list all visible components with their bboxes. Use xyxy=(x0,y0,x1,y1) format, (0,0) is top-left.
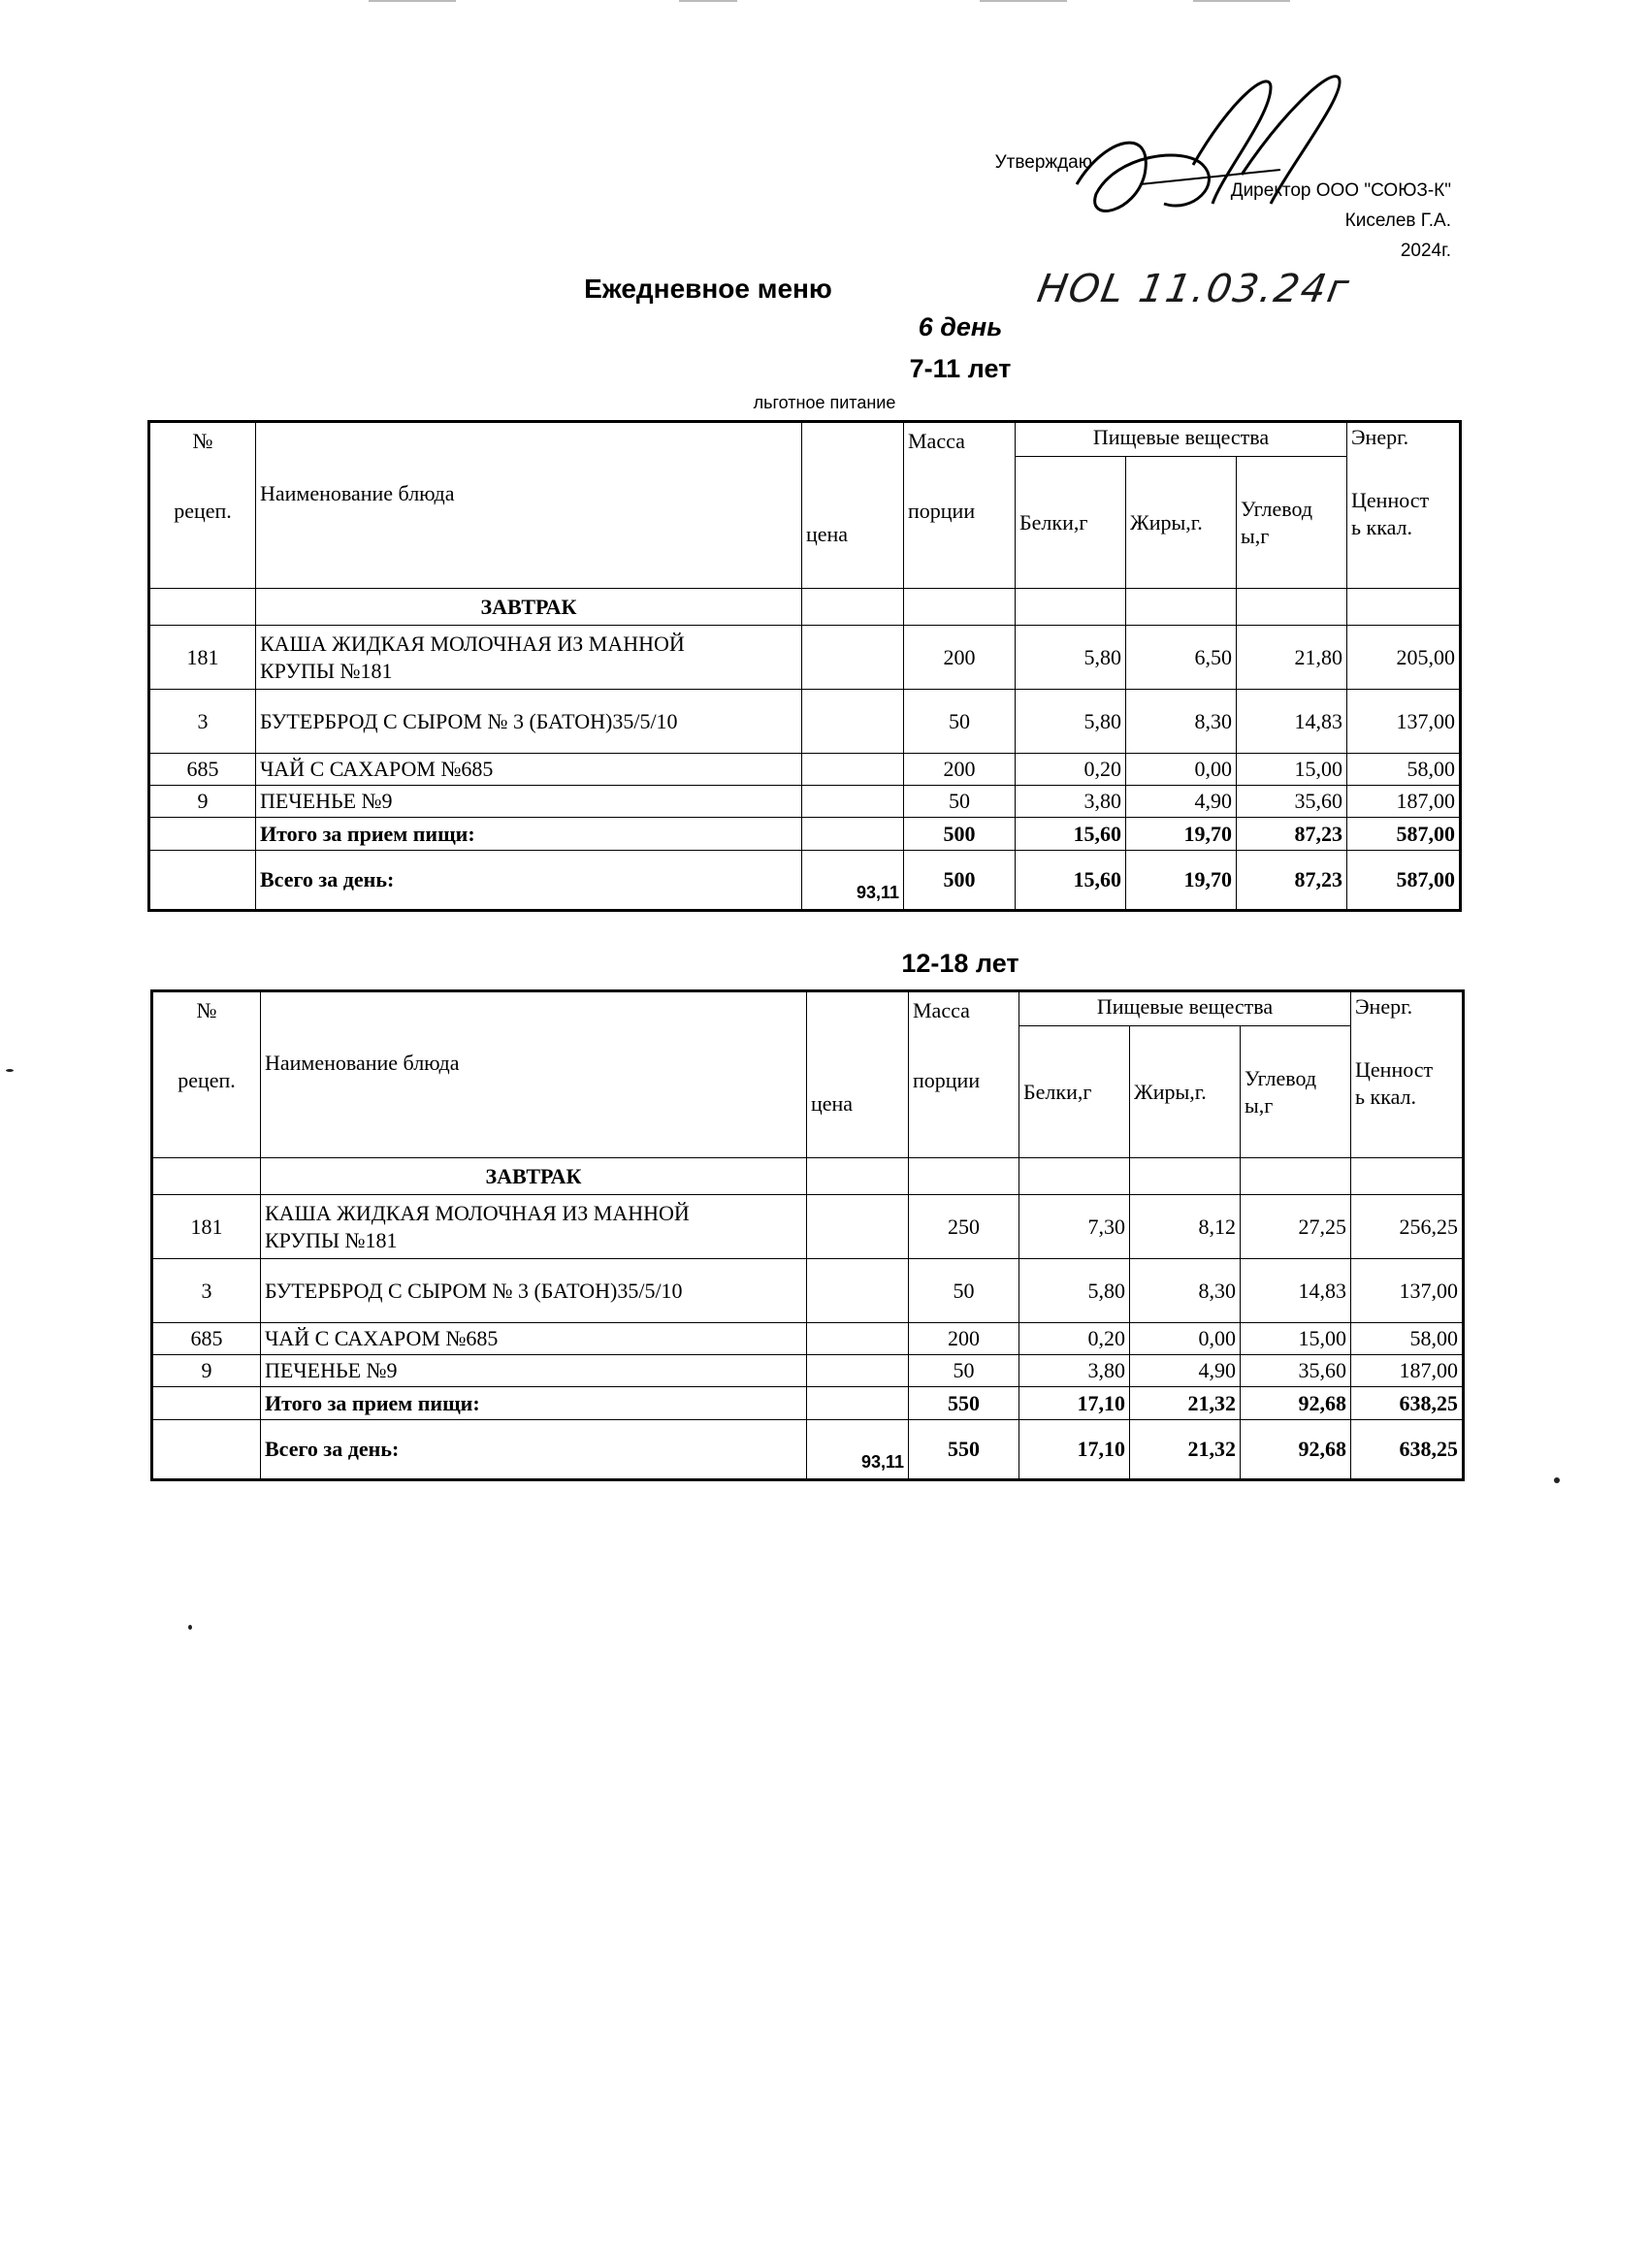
table-row: 3 БУТЕРБРОД С СЫРОМ № 3 (БАТОН)35/5/10 50 5,80 8,30 14,83 137,00 xyxy=(149,690,1461,754)
header-nutrients: Пищевые вещества xyxy=(1016,422,1347,457)
header-carbs: Углевод ы,г xyxy=(1237,457,1347,589)
approve-word: Утверждаю xyxy=(994,152,1092,173)
header-dish: Наименование блюда xyxy=(256,422,802,589)
section-cell xyxy=(152,1158,261,1195)
header-mass: Масса порции xyxy=(909,991,1019,1158)
approver-position: Директор ООО "СОЮЗ-К" xyxy=(1230,180,1451,201)
table-row: 685 ЧАЙ С САХАРОМ №685 200 0,20 0,00 15,00 58,00 xyxy=(152,1323,1464,1355)
menu-table xyxy=(147,420,1462,912)
approval-year: 2024г. xyxy=(1400,241,1451,261)
approver-name: Киселев Г.А. xyxy=(1344,211,1451,231)
section-cell xyxy=(149,589,256,626)
day-title: 6 день xyxy=(918,312,1003,341)
header-protein: Белки,г xyxy=(1019,1026,1130,1158)
header-nutrients: Пищевые вещества xyxy=(1019,991,1351,1026)
day-total-row: Всего за день: 93,11 500 15,60 19,70 87,23 587,00 xyxy=(149,851,1461,911)
table-row: 9 ПЕЧЕНЬЕ №9 50 3,80 4,90 35,60 187,00 xyxy=(152,1355,1464,1387)
scan-speck xyxy=(188,1625,192,1630)
scan-artifact xyxy=(980,0,1067,2)
scan-artifact xyxy=(679,0,737,2)
signature-mark xyxy=(1048,58,1368,252)
header-num: № рецеп. xyxy=(152,991,261,1158)
header-energy: Энерг. Ценност ь ккал. xyxy=(1347,422,1461,589)
header-energy: Энерг. Ценност ь ккал. xyxy=(1351,991,1464,1158)
table-row: 3 БУТЕРБРОД С СЫРОМ № 3 (БАТОН)35/5/10 50 5,80 8,30 14,83 137,00 xyxy=(152,1259,1464,1323)
day-price: 93,11 xyxy=(802,851,904,911)
header-protein: Белки,г xyxy=(1016,457,1126,589)
meal-total-row: Итого за прием пищи: 500 15,60 19,70 87,23 587,00 xyxy=(149,818,1461,851)
handwritten-date: НОL 11.03.24г xyxy=(1033,267,1354,311)
scan-speck xyxy=(1554,1477,1560,1483)
header-dish: Наименование блюда xyxy=(261,991,807,1158)
table-row: 181 КАША ЖИДКАЯ МОЛОЧНАЯ ИЗ МАННОЙ КРУПЫ №181 200 5,80 6,50 21,80 205,00 xyxy=(149,626,1461,690)
scan-artifact xyxy=(1193,0,1290,2)
header-price: цена xyxy=(802,422,904,589)
meal-total-row: Итого за прием пищи: 550 17,10 21,32 92,68 638,25 xyxy=(152,1387,1464,1420)
header-mass: Масса порции xyxy=(904,422,1016,589)
section-title: ЗАВТРАК xyxy=(261,1158,807,1195)
table-row: 181 КАША ЖИДКАЯ МОЛОЧНАЯ ИЗ МАННОЙ КРУПЫ №181 250 7,30 8,12 27,25 256,25 xyxy=(152,1195,1464,1259)
scan-artifact xyxy=(369,0,456,2)
day-total-row: Всего за день: 93,11 550 17,10 21,32 92,68 638,25 xyxy=(152,1420,1464,1480)
header-num: № рецеп. xyxy=(149,422,256,589)
menu-table xyxy=(150,989,1465,1481)
table-row: 685 ЧАЙ С САХАРОМ №685 200 0,20 0,00 15,00 58,00 xyxy=(149,754,1461,786)
table-row: 9 ПЕЧЕНЬЕ №9 50 3,80 4,90 35,60 187,00 xyxy=(149,786,1461,818)
header-fat: Жиры,г. xyxy=(1130,1026,1241,1158)
section-title: ЗАВТРАК xyxy=(256,589,802,626)
day-price: 93,11 xyxy=(807,1420,909,1480)
menu-title: Ежедневное меню xyxy=(584,274,832,304)
header-fat: Жиры,г. xyxy=(1126,457,1237,589)
header-carbs: Углевод ы,г xyxy=(1241,1026,1351,1158)
header-price: цена xyxy=(807,991,909,1158)
age-group-title: 12-18 лет xyxy=(901,949,1019,978)
age-group-title: 7-11 лет xyxy=(909,354,1012,383)
scan-speck xyxy=(6,1069,14,1072)
subtitle: льготное питание xyxy=(753,393,896,412)
